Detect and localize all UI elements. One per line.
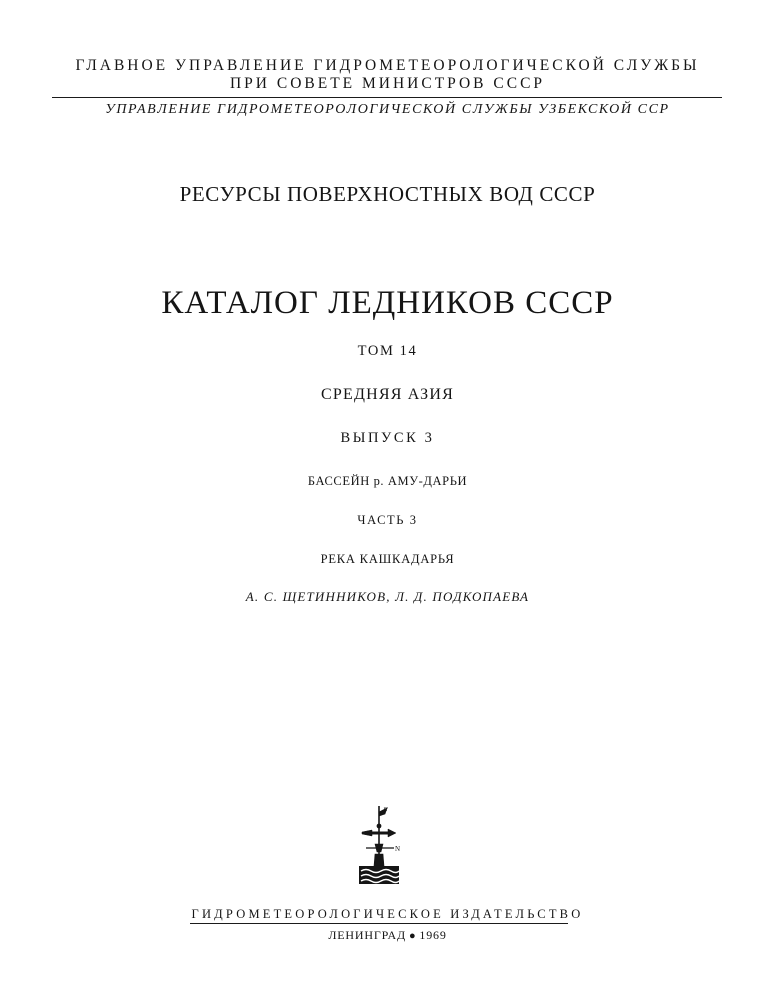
main-title: КАТАЛОГ ЛЕДНИКОВ СССР — [161, 285, 614, 321]
pennant-letter: F — [383, 806, 388, 815]
river-title: РЕКА КАШКАДАРЬЯ — [320, 552, 455, 566]
weathervane-emblem-icon — [354, 804, 404, 888]
publication-year: 1969 — [419, 928, 447, 942]
imprint-separator: ● — [408, 930, 417, 942]
publication-city: ЛЕНИНГРАД — [328, 928, 406, 942]
authors: А. С. ЩЕТИННИКОВ, Л. Д. ПОДКОПАЕВА — [245, 589, 530, 604]
header-divider — [52, 97, 722, 98]
region-title: СРЕДНЯЯ АЗИЯ — [321, 386, 454, 403]
compass-north-letter: N — [395, 845, 401, 853]
part-number: ЧАСТЬ 3 — [357, 513, 418, 527]
imprint-line — [0, 927, 775, 944]
volume-number: ТОМ 14 — [357, 343, 418, 359]
basin-title: БАССЕЙН р. АМУ-ДАРЬИ — [307, 474, 468, 488]
issuing-organization-line-1: ГЛАВНОЕ УПРАВЛЕНИЕ ГИДРОМЕТЕОРОЛОГИЧЕСКОЙ СЛУЖБЫ — [75, 57, 700, 74]
footer-divider — [190, 923, 568, 924]
series-title: РЕСУРСЫ ПОВЕРХНОСТНЫХ ВОД СССР — [179, 182, 596, 206]
publisher-name: ГИДРОМЕТЕОРОЛОГИЧЕСКОЕ ИЗДАТЕЛЬСТВО — [191, 907, 584, 921]
issue-number: ВЫПУСК 3 — [340, 430, 435, 446]
issuing-organization-line-2: ПРИ СОВЕТЕ МИНИСТРОВ СССР — [229, 75, 546, 92]
regional-organization: УПРАВЛЕНИЕ ГИДРОМЕТЕОРОЛОГИЧЕСКОЙ СЛУЖБЫ УЗБЕКСКОЙ ССР — [105, 102, 670, 117]
